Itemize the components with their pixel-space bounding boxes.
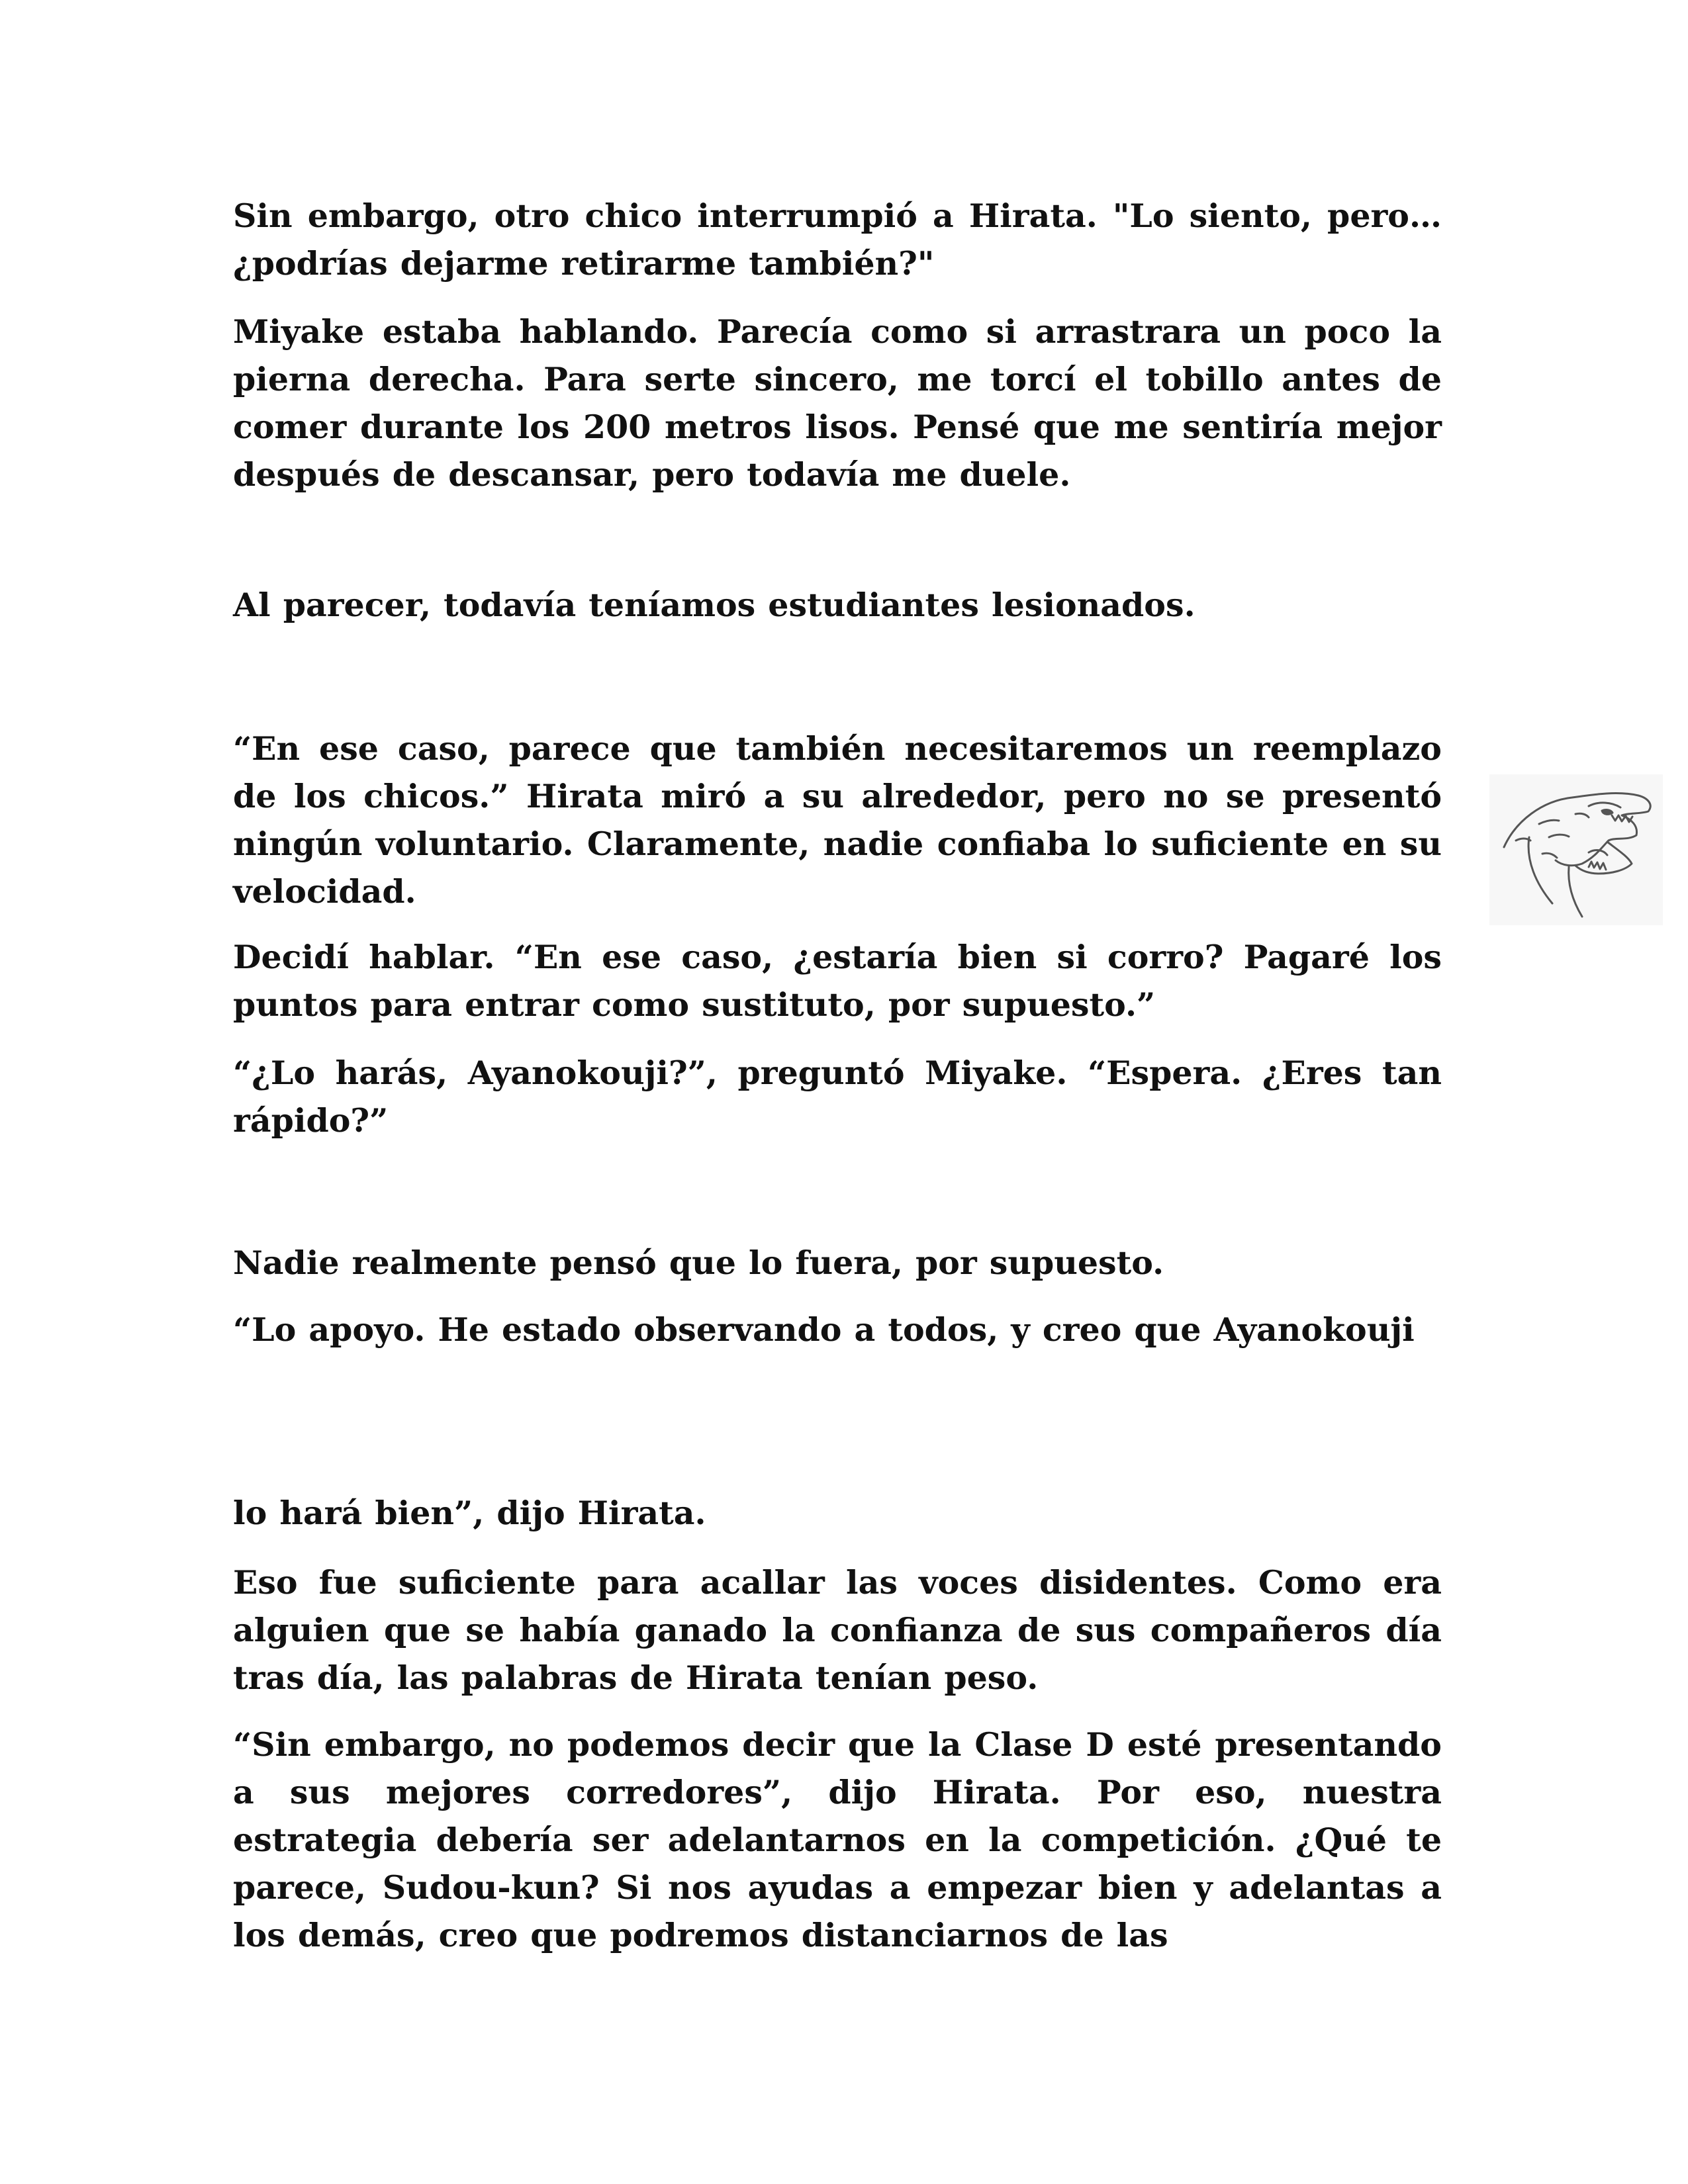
paragraph-5: Decidí hablar. “En ese caso, ¿estaría bien si corro? Pagaré los puntos para entrar como sustituto, por supuesto.”	[233, 938, 1442, 1024]
paragraph-4: “En ese caso, parece que también necesitaremos un reemplazo de los chicos.” Hirata miró a su alrededor, pero no se presentó ningún voluntario. Claramente, nadie confiaba lo suficiente en su velocidad.	[233, 729, 1442, 911]
dinosaur-sketch-icon	[1489, 774, 1663, 925]
paragraph-6: “¿Lo harás, Ayanokouji?”, preguntó Miyake. “Espera. ¿Eres tan rápido?”	[233, 1054, 1442, 1140]
paragraph-2: Miyake estaba hablando. Parecía como si arrastrara un poco la pierna derecha. Para serte sincero, me torcí el tobillo antes de comer durante los 200 metros lisos. Pensé que me sentiría mejor después de descansar, pero todavía me duele.	[233, 312, 1442, 494]
paragraph-11: “Sin embargo, no podemos decir que la Clase D esté presentando a sus mejores corredores”, dijo Hirata. Por eso, nuestra estrategia debería ser adelantarnos en la competición. ¿Qué te parece, Sudou-kun? Si nos ayudas a empezar bien y adelantas a los demás, creo que podremos distanciarnos de las	[233, 1725, 1442, 1954]
paragraph-8: “Lo apoyo. He estado observando a todos, y creo que Ayanokouji	[233, 1310, 1415, 1349]
paragraph-9: lo hará bien”, dijo Hirata.	[233, 1494, 706, 1532]
paragraph-1: Sin embargo, otro chico interrumpió a Hirata. "Lo siento, pero… ¿podrías dejarme retirarme también?"	[233, 197, 1442, 283]
paragraph-10: Eso fue suficiente para acallar las voces disidentes. Como era alguien que se había ganado la confianza de sus compañeros día tras día, las palabras de Hirata tenían peso.	[233, 1563, 1442, 1697]
paragraph-3: Al parecer, todavía teníamos estudiantes lesionados.	[233, 586, 1196, 624]
paragraph-7: Nadie realmente pensó que lo fuera, por supuesto.	[233, 1244, 1164, 1282]
